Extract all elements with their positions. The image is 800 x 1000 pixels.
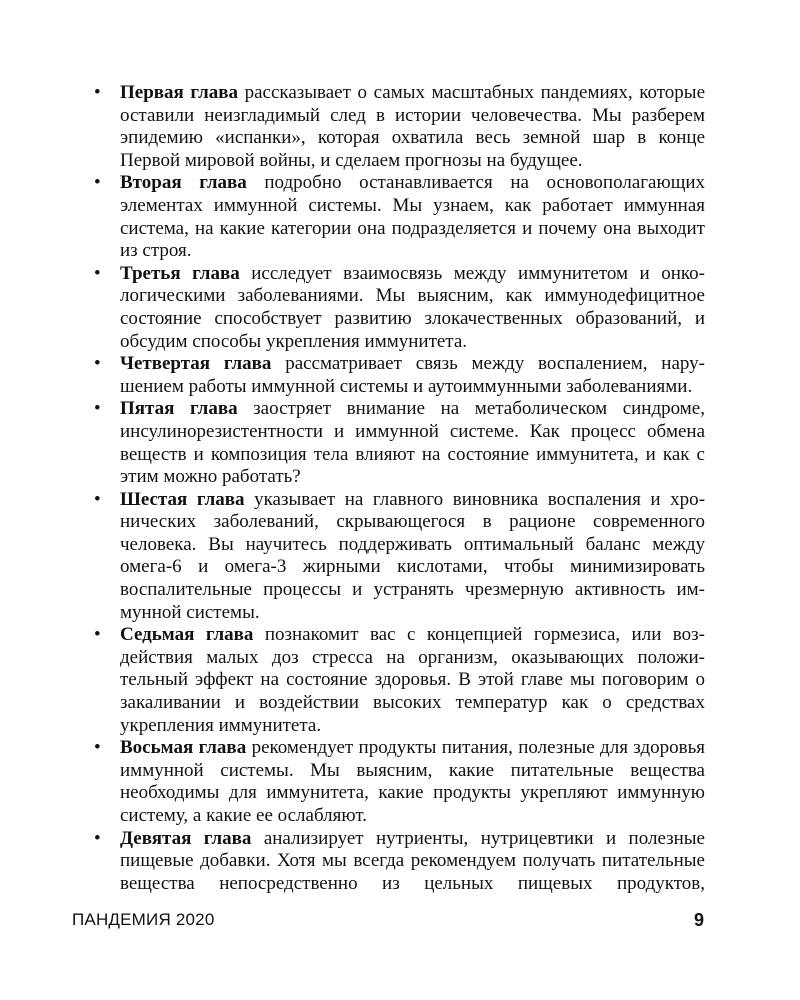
bullet-icon: • — [94, 262, 101, 284]
chapter-description: рассматривает связь между воспалением, нарушением работы иммунной системы и аутоиммунными заболеваниями. — [120, 353, 705, 397]
page-number: 9 — [693, 910, 704, 930]
chapter-description: исследует взаимосвязь между иммунитетом и онкологическими заболеваниями. Мы выясним, как иммунодефицитное состояние способствует развитию злокачественных образований, и обсудим способы укрепления иммунитета. — [120, 262, 705, 352]
chapter-description: заостряет внимание на метаболическом синдроме, инсулинорезистентности и иммунной системе. Как процесс обмена веществ и композиция тела влияют на состояние иммунитета, и как с этим можно работать? — [120, 398, 705, 488]
chapter-summary-list — [93, 82, 705, 895]
bullet-icon: • — [94, 827, 101, 849]
chapter-title: Девятая глава — [120, 827, 252, 849]
chapter-title: Седьмая глава — [120, 624, 254, 646]
chapter-title: Первая глава — [120, 82, 238, 103]
list-item-chapter-3 — [93, 263, 705, 353]
bullet-icon: • — [94, 172, 101, 194]
chapter-description: анализирует нутриенты, нутрицевтики и полезные пищевые добавки. Хотя мы всегда рекомендуем получать питательные вещества непосредственно из цельных пищевых продуктов, — [120, 827, 705, 894]
chapter-description: познакомит вас с концепцией гормезиса, или воздействия малых доз стресса на организм, оказывающих положительный эффект на состояние здоровья. В этой главе мы поговорим о закаливании и воздействии высоких температур как о средствах укрепления иммунитета. — [120, 624, 705, 736]
chapter-description: рекомендует продукты питания, полезные для здоровья иммунной системы. Мы выясним, какие питательные вещества необходимы для иммунитета, какие продукты укрепляют иммунную систему, а какие ее ослабляют. — [120, 737, 706, 826]
bullet-icon: • — [94, 353, 101, 375]
running-footer-title: ПАНДЕМИЯ 2020 — [72, 910, 215, 929]
bullet-icon: • — [94, 737, 101, 759]
list-item-chapter-7 — [93, 624, 705, 737]
chapter-title: Восьмая глава — [120, 737, 247, 759]
chapter-description: подробно останавливается на основополагающих элементах иммунной системы. Мы узнаем, как работает иммунная система, на какие категории она подразделяется и почему она выходит из строя. — [120, 172, 705, 262]
chapter-title: Четвертая глава — [120, 353, 272, 375]
chapter-title: Третья глава — [120, 262, 240, 284]
list-item-chapter-5 — [93, 398, 705, 488]
chapter-title: Пятая глава — [120, 398, 238, 420]
bullet-icon: • — [94, 398, 101, 420]
list-item-chapter-2 — [93, 172, 705, 262]
chapter-title: Шестая глава — [120, 488, 245, 510]
bullet-icon: • — [94, 82, 101, 103]
bullet-icon: • — [94, 624, 101, 646]
list-item-chapter-1 — [93, 82, 705, 172]
list-item-chapter-6 — [93, 489, 705, 625]
list-item-chapter-9 — [93, 828, 705, 896]
list-item-chapter-4 — [93, 353, 705, 398]
bullet-icon: • — [94, 488, 101, 510]
chapter-title: Вторая глава — [120, 172, 247, 194]
chapter-description: рассказывает о самых масштабных пандемиях, которые оставили неизгладимый след в истории человечества. Мы разберем эпидемию «испанки», которая охватила весь земной шар в конце Первой мировой войны, и сделаем прогнозы на будущее. — [120, 82, 706, 171]
chapter-description: указывает на главного виновника воспаления и хронических заболеваний, скрывающегося в рационе современного человека. Вы научитесь поддерживать оптимальный баланс между омега-6 и омега-3 жирными кислотами, чтобы минимизировать воспалительные процессы и устранять чрезмерную активность иммунной системы. — [120, 488, 706, 623]
list-item-chapter-8 — [93, 737, 705, 827]
